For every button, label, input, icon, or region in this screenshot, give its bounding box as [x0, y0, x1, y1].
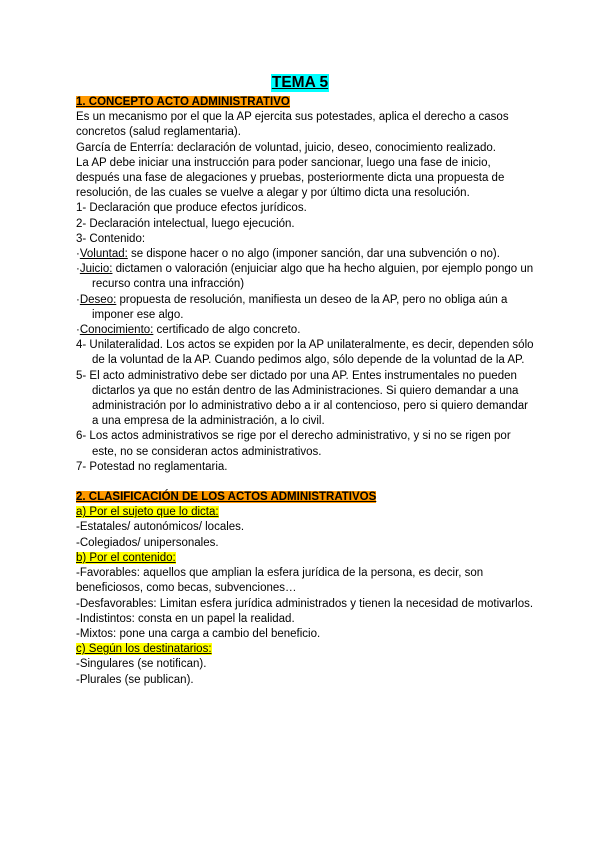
- subsection-a: a) Por el sujeto que lo dicta:: [76, 506, 219, 519]
- conocimiento-text: certificado de algo concreto.: [153, 324, 301, 337]
- juicio-label: Juicio:: [79, 263, 113, 276]
- section1-intro: Es un mecanismo por el que la AP ejercita sus potestades, aplica el derecho a casos concretos (salud reglamentaria).: [76, 111, 509, 139]
- subsection-c: c) Según los destinatarios:: [76, 643, 212, 656]
- section1-item5: 5- El acto administrativo debe ser dictado por una AP. Entes instrumentales no pueden dictarlos ya que no están dentro de las Administraciones. Si quiero demandar a una administración por lo administrativo debo a ir al contencioso, pero si quiero demandar a una empresa de la administración, a lo civil.: [76, 369, 528, 428]
- conocimiento-label: Conocimiento:: [79, 324, 154, 337]
- section1-item4: 4- Unilateralidad. Los actos se expiden por la AP unilateralmente, es decir, dependen sólo de la voluntad de la AP. Cuando pedimos algo, sólo depende de la voluntad de la AP.: [76, 339, 534, 367]
- section1-item1: 1- Declaración que produce efectos jurídicos.: [76, 202, 307, 215]
- section1-garcia: García de Enterría: declaración de voluntad, juicio, deseo, conocimiento realizado.: [76, 141, 496, 154]
- content-deseo: ·Deseo: propuesta de resolución, manifiesta un deseo de la AP, pero no obliga aún a imponer ese algo.: [76, 293, 508, 321]
- section2-b1: -Favorables: aquellos que amplian la esfera jurídica de la persona, es decir, son beneficiosos, como becas, subvenciones…: [76, 567, 484, 595]
- section1-item7: 7- Potestad no reglamentaria.: [76, 460, 228, 473]
- subsection-b: b) Por el contenido:: [76, 551, 176, 564]
- section2-a1: -Estatales/ autonómicos/ locales.: [76, 521, 245, 534]
- section2-a2: -Colegiados/ unipersonales.: [76, 536, 219, 549]
- section1-procedure: La AP debe iniciar una instrucción para poder sancionar, luego una fase de inicio, después una fase de alegaciones y pruebas, posteriormente dicta una propuesta de resolución, de las cuales se vuelve a alegar y por último dicta una resolución.: [76, 156, 505, 200]
- document-body: [76, 95, 536, 688]
- subsection-c-line: [76, 642, 536, 657]
- juicio-text: dictamen o valoración (enjuiciar algo que ha hecho alguien, por ejemplo pongo un recurso contra una infracción): [92, 263, 534, 291]
- section2-b2: -Desfavorables: Limitan esfera jurídica administrados y tienen la necesidad de motivarlos.: [76, 597, 534, 610]
- section1-heading: 1. CONCEPTO ACTO ADMINISTRATIVO: [76, 96, 290, 108]
- content-conocimiento: ·Conocimiento: certificado de algo concreto.: [76, 324, 301, 337]
- section2-heading-line: [76, 490, 536, 505]
- content-voluntad: ·Voluntad: se dispone hacer o no algo (imponer sanción, dar una subvención o no).: [76, 248, 500, 261]
- deseo-label: Deseo:: [79, 293, 117, 306]
- voluntad-text: se dispone hacer o no algo (imponer sanción, dar una subvención o no).: [127, 248, 500, 261]
- page-title: TEMA 5: [271, 74, 329, 91]
- title-wrap: [0, 74, 600, 92]
- subsection-b-line: [76, 551, 536, 566]
- content-juicio: ·Juicio: dictamen o valoración (enjuiciar algo que ha hecho alguien, por ejemplo pongo un recurso contra una infracción): [76, 263, 534, 291]
- section2-b4: -Mixtos: pone una carga a cambio del beneficio.: [76, 627, 321, 640]
- section1-item2: 2- Declaración intelectual, luego ejecución.: [76, 217, 295, 230]
- section-gap: [76, 475, 536, 490]
- section2-b3: -Indistintos: consta en un papel la realidad.: [76, 612, 295, 625]
- section1-heading-line: [76, 95, 536, 110]
- section2-heading: 2. CLASIFICACIÓN DE LOS ACTOS ADMINISTRATIVOS: [76, 491, 377, 504]
- subsection-a-line: [76, 505, 536, 520]
- section1-item6: 6- Los actos administrativos se rige por el derecho administrativo, y si no se rigen por este, no se consideran actos administrativos.: [76, 430, 511, 458]
- section1-item3: 3- Contenido:: [76, 232, 146, 245]
- section2-c1: -Singulares (se notifican).: [76, 658, 207, 671]
- section2-c2: -Plurales (se publican).: [76, 673, 194, 686]
- deseo-text: propuesta de resolución, manifiesta un deseo de la AP, pero no obliga aún a imponer ese algo.: [92, 293, 508, 321]
- voluntad-label: Voluntad:: [79, 248, 128, 261]
